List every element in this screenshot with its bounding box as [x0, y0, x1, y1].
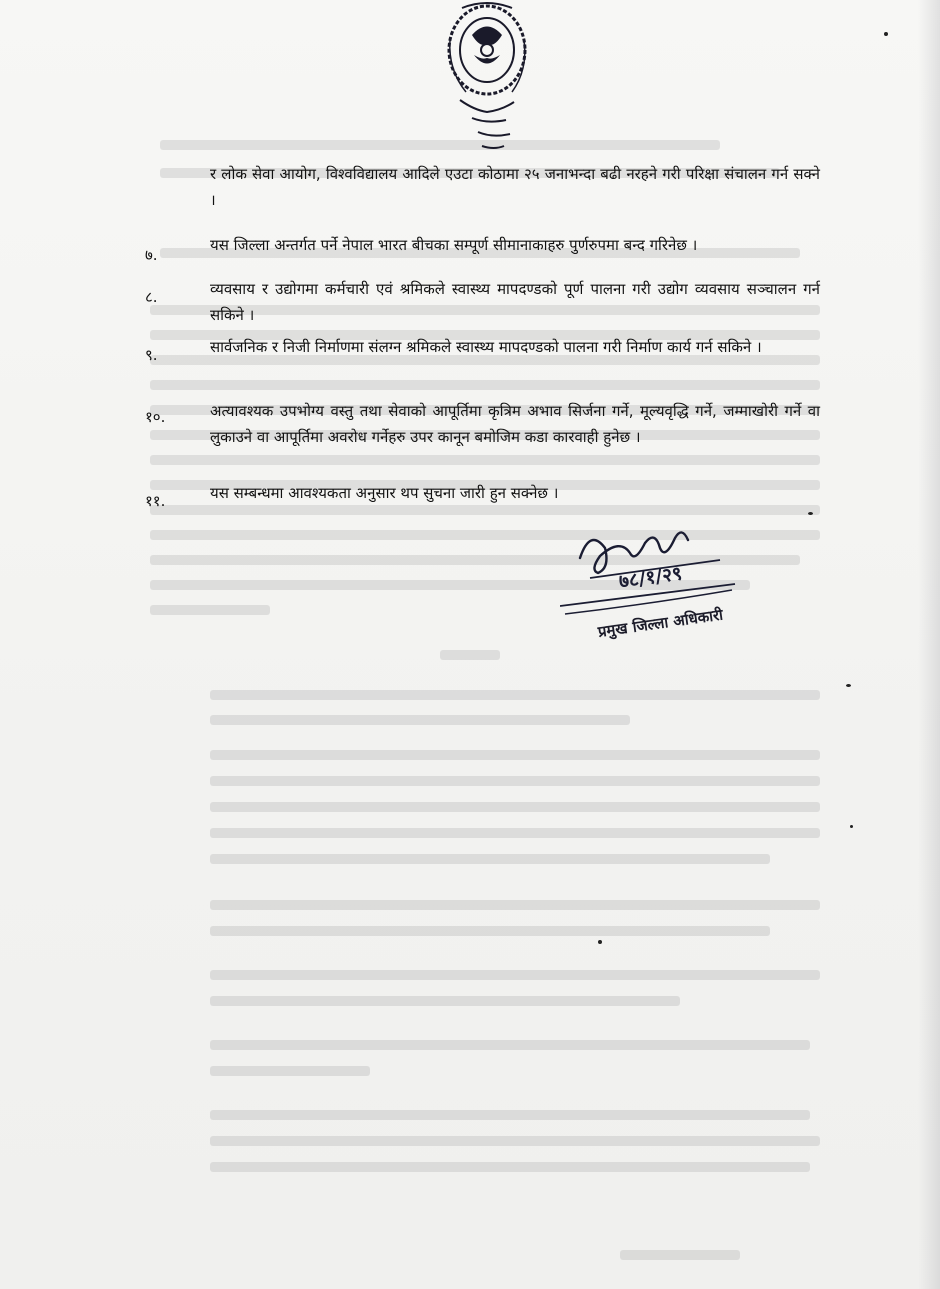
signature-date: ७८/१/२९: [617, 562, 684, 593]
stray-mark: [850, 825, 853, 828]
stray-mark: [884, 32, 888, 36]
item-text: अत्यावश्यक उपभोग्य वस्तु तथा सेवाको आपूर्तिमा कृत्रिम अभाव सिर्जना गर्ने, मूल्यवृद्धि गर्ने, जम्माखोरी गर्ने वा लुकाउने वा आपूर्तिमा अवरोध गर्नेहरु उपर कानून बमोजिम कडा कारवाही हुनेछ ।: [210, 402, 820, 446]
item-number: ७.: [145, 246, 158, 264]
stray-mark: [808, 512, 813, 515]
item-number: ११.: [145, 492, 166, 510]
item-text: यस जिल्ला अन्तर्गत पर्ने नेपाल भारत बीचका सम्पूर्ण सीमानाकाहरु पुर्णरुपमा बन्द गरिनेछ ।: [210, 236, 698, 254]
stray-mark: [598, 940, 602, 944]
item-number: ८.: [145, 288, 158, 306]
item-number: ९.: [145, 346, 158, 364]
item-number: १०.: [145, 408, 166, 426]
continuation-paragraph: र लोक सेवा आयोग, विश्वविद्यालय आदिले एउटा कोठामा २५ जनाभन्दा बढी नरहने गरी परिक्षा संचालन गर्न सक्ने ।: [210, 165, 820, 209]
item-text: यस सम्बन्धमा आवश्यकता अनुसार थप सुचना जारी हुन सक्नेछ ।: [210, 484, 559, 502]
item-text: सार्वजनिक र निजी निर्माणमा संलग्न श्रमिकले स्वास्थ्य मापदण्डको पालना गरी निर्माण कार्य गर्न सकिने ।: [210, 338, 762, 356]
stray-mark: [846, 684, 851, 687]
signatory-title: प्रमुख जिल्ला अधिकारी: [596, 605, 725, 641]
item-text: व्यवसाय र उद्योगमा कर्मचारी एवं श्रमिकले स्वास्थ्य मापदण्डको पूर्ण पालना गरी उद्योग व्यवसाय सञ्चालन गर्न सकिने ।: [210, 280, 820, 324]
handwritten-signature: [560, 518, 740, 658]
